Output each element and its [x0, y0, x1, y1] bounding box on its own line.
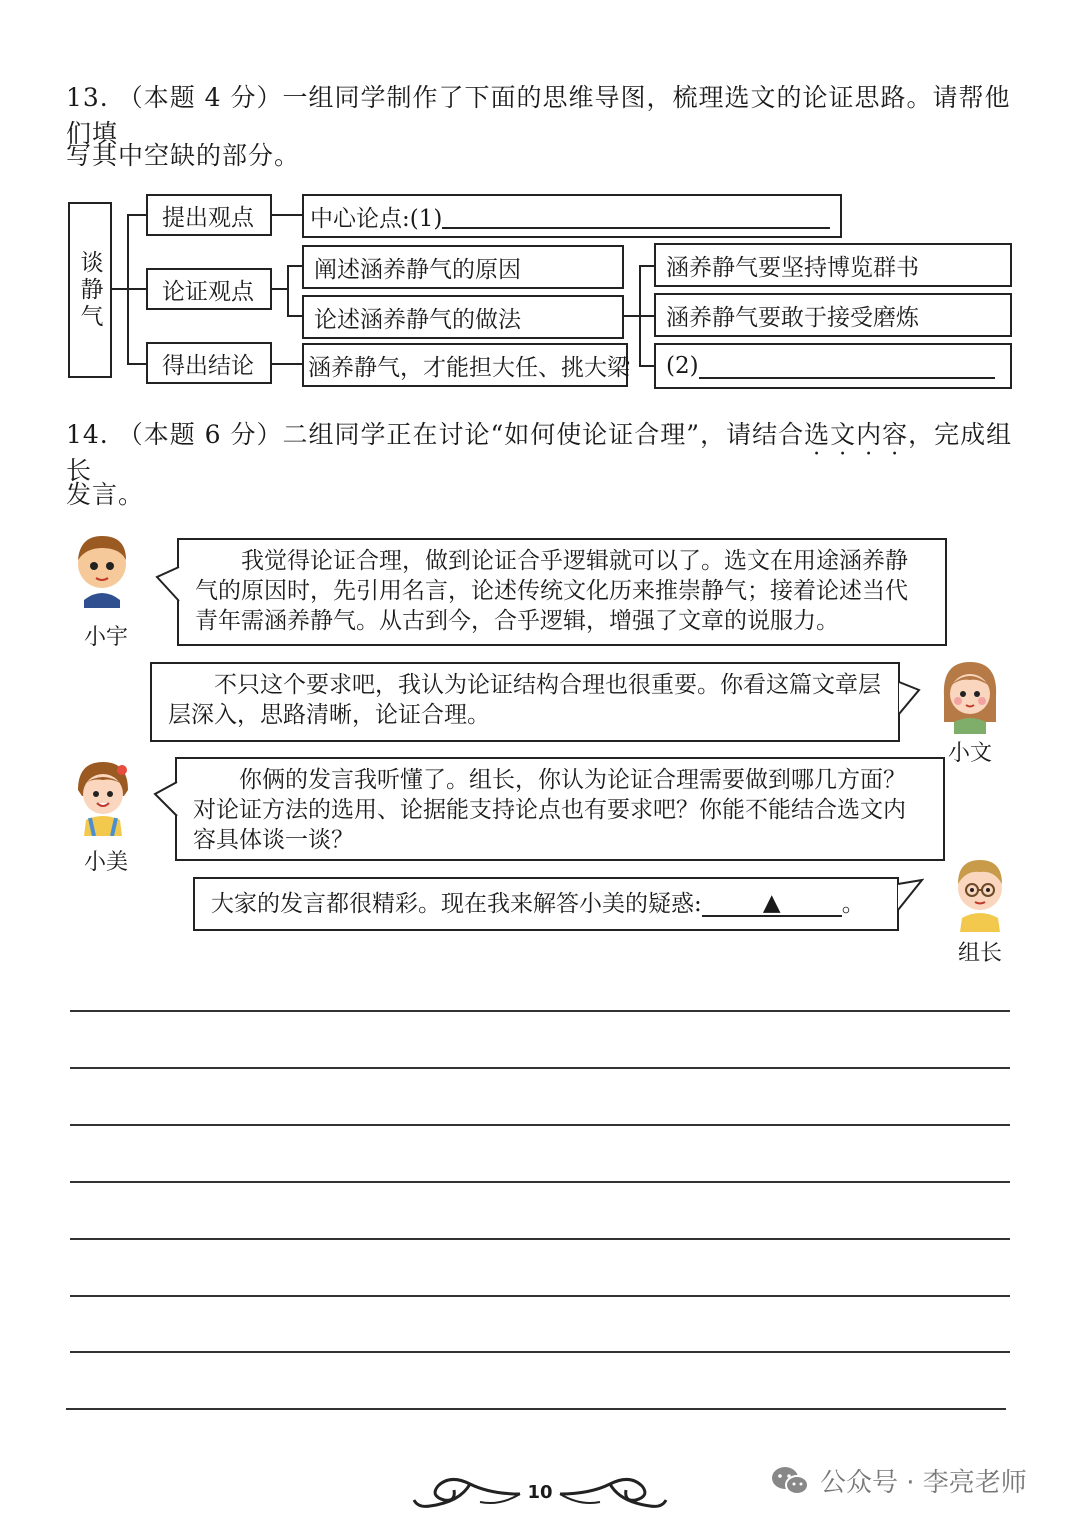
answer-blank-3[interactable]: [702, 891, 842, 917]
emph-char: 选: [804, 420, 831, 449]
connector: [287, 265, 289, 317]
answer-blank-1[interactable]: [442, 203, 830, 229]
connector: [272, 214, 302, 216]
writing-line[interactable]: [70, 1181, 1010, 1183]
question-14-line2: 发言。: [66, 480, 145, 509]
triangle-marker-icon: ▲: [762, 890, 781, 916]
method-box: 论述涵养静气的做法: [302, 295, 624, 339]
writing-line[interactable]: [70, 1067, 1010, 1069]
connector: [639, 265, 655, 267]
connector: [272, 288, 288, 290]
connector: [287, 265, 303, 267]
method-item-3: [654, 343, 1012, 389]
question-13-line2: 写其中空缺的部分。: [66, 141, 301, 170]
connector: [127, 288, 147, 290]
bubble-tail: [153, 780, 179, 820]
method-item-3-label: (2): [666, 353, 699, 379]
mindmap-branch-conclude: 得出结论: [146, 342, 272, 384]
reason-box: 阐述涵养静气的原因: [302, 245, 624, 289]
connector: [624, 315, 640, 317]
xiaoyu-avatar: [70, 530, 134, 608]
xiaomei-speech-text: 你俩的发言我听懂了。组长，你认为论证合理需要做到哪几方面？对论证方法的选用、论据能支持论点也有要求吧？你能不能结合选文内容具体谈一谈？: [193, 767, 906, 853]
writing-line[interactable]: [70, 1295, 1010, 1297]
bubble-tail: [155, 565, 181, 605]
leader-speech-bubble: [193, 877, 899, 931]
connector: [127, 363, 147, 365]
central-thesis-label: 中心论点:(1): [310, 205, 443, 232]
xiaomei-name: 小美: [84, 850, 129, 875]
xiaoyu-speech-bubble: [177, 538, 947, 646]
connector: [112, 288, 128, 290]
connector: [127, 214, 147, 216]
mindmap-branch-propose: 提出观点: [146, 194, 272, 236]
xiaoyu-speech-text: 我觉得论证合理，做到论证合乎逻辑就可以了。选文在用途涵养静气的原因时，先引用名言，论述传统文化历来推崇静气；接着论述当代青年需涵养静气。从古到今，合乎逻辑，增强了文章的说服力。: [195, 548, 908, 634]
emph-char: 文: [830, 420, 857, 449]
method-item-2: 涵养静气要敢于接受磨炼: [654, 293, 1012, 337]
emph-char: 内: [856, 420, 883, 449]
writing-line[interactable]: [70, 1010, 1010, 1012]
watermark: [770, 1462, 1027, 1499]
connector: [639, 365, 655, 367]
leader-name: 组长: [958, 941, 1003, 966]
answer-blank-2[interactable]: [699, 353, 995, 379]
xiaowen-avatar: [938, 656, 1002, 734]
xiaowen-speech-bubble: [150, 662, 900, 742]
question-13-line1: 13. （本题 4 分）一组同学制作了下面的思维导图，梳理选文的论证思路。请帮他们填: [66, 83, 1011, 148]
bubble-tail: [896, 876, 924, 916]
watermark-text: 公众号 · 李亮老师: [820, 1468, 1027, 1498]
wechat-icon: [770, 1464, 810, 1498]
xiaomei-avatar: [72, 756, 134, 836]
xiaowen-name: 小文: [948, 741, 993, 766]
page-number: 10: [527, 1482, 553, 1503]
central-thesis-box: [302, 194, 842, 238]
leader-speech-text: 大家的发言都很精彩。现在我来解答小美的疑惑:: [211, 891, 702, 917]
xiaowen-speech-text: 不只这个要求吧，我认为论证结构合理也很重要。你看这篇文章层层深入，思路清晰，论证合理。: [168, 672, 881, 728]
writing-line[interactable]: [70, 1351, 1010, 1353]
leader-speech-end: 。: [841, 891, 865, 917]
conclusion-box: 涵养静气，才能担大任、挑大梁: [302, 343, 628, 387]
method-item-1: 涵养静气要坚持博览群书: [654, 243, 1012, 287]
connector: [287, 315, 303, 317]
mindmap-branch-argue: 论证观点: [146, 268, 272, 310]
writing-line[interactable]: [70, 1124, 1010, 1126]
connector: [639, 315, 655, 317]
emph-char: 容: [882, 420, 909, 449]
writing-line[interactable]: [70, 1238, 1010, 1240]
writing-line[interactable]: [66, 1408, 1006, 1410]
xiaoyu-name: 小宇: [84, 625, 129, 650]
bubble-tail: [897, 680, 921, 720]
mindmap-root: 谈静气: [68, 202, 112, 378]
question-14-pre: 14. （本题 6 分）二组同学正在讨论“如何使论证合理”，请结合: [66, 420, 805, 449]
leader-avatar: [948, 850, 1012, 932]
question-14-post: ，完成组长: [66, 420, 1013, 485]
xiaomei-speech-bubble: [175, 757, 945, 861]
connector: [272, 363, 302, 365]
